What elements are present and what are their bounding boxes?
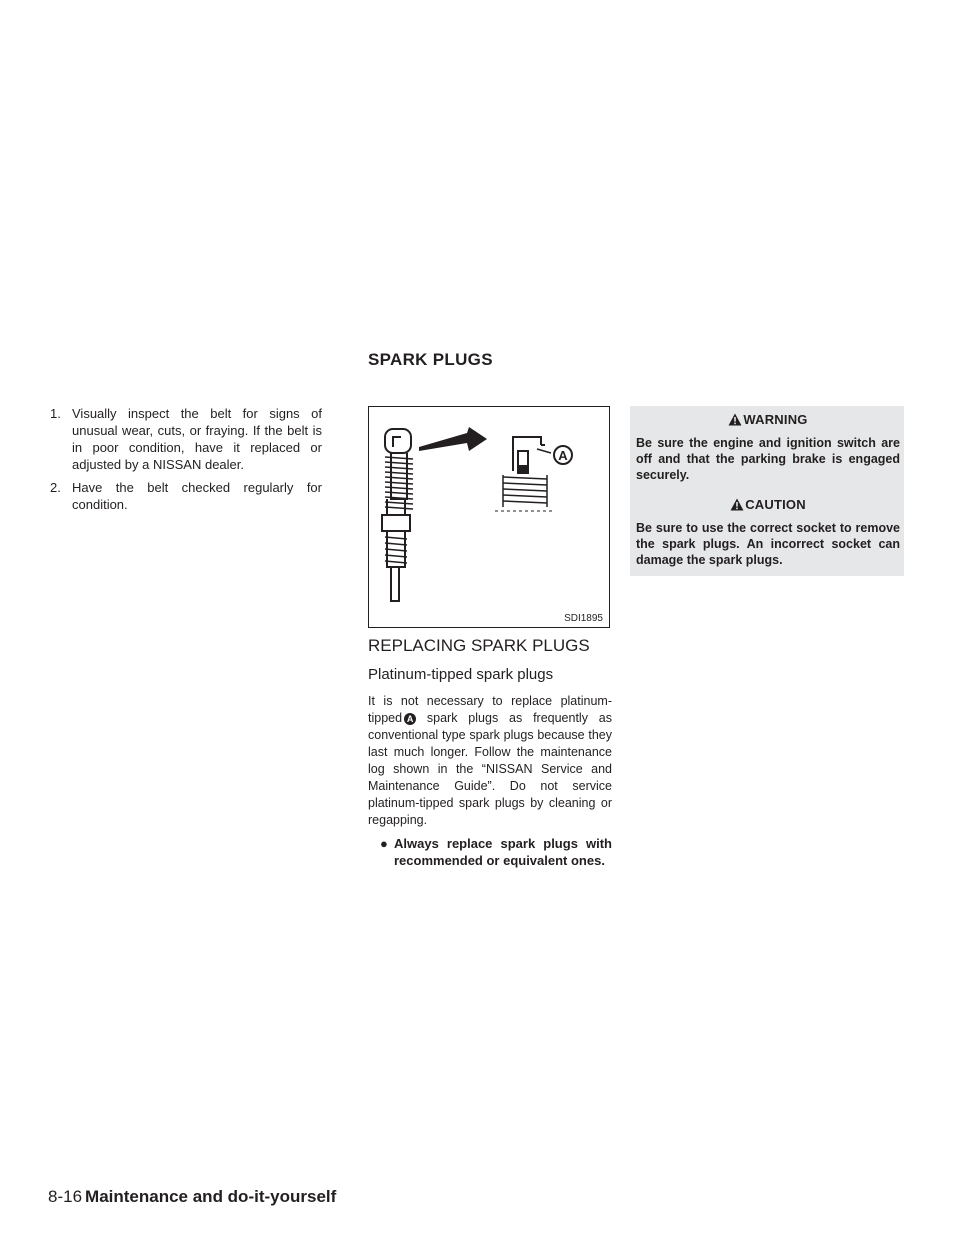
replacing-section (368, 636, 612, 869)
list-item (48, 479, 322, 513)
spark-plug-illustration (369, 407, 611, 629)
list-item-number: 2. (50, 480, 61, 495)
caution-text: Be sure to use the correct socket to remove the spark plugs. An incorrect socket can damage the spark plugs. (636, 521, 900, 567)
caution-title: CAUTION (745, 497, 806, 512)
chapter-title: Maintenance and do-it-yourself (85, 1187, 337, 1206)
figure-code: SDI1895 (564, 613, 603, 624)
platinum-paragraph (368, 693, 612, 829)
page-number: 8-16 (48, 1187, 83, 1206)
caution-box (630, 491, 904, 576)
bullet-item (368, 835, 612, 869)
instruction-list (48, 405, 322, 513)
platinum-heading: Platinum-tipped spark plugs (368, 666, 554, 683)
caution-triangle-icon (730, 498, 744, 511)
warning-triangle-icon (728, 413, 742, 426)
warning-text: Be sure the engine and ignition switch are off and that the parking brake is engaged securely. (636, 436, 900, 482)
replacing-heading: REPLACING SPARK PLUGS (368, 636, 590, 655)
section-title: SPARK PLUGS (368, 350, 493, 369)
marker-a-icon: A (404, 713, 416, 725)
list-item-text: Have the belt checked regularly for condition. (72, 480, 322, 512)
warning-box (630, 406, 904, 491)
paragraph-rest: spark plugs as frequently as conventional type spark plugs because they last much longer. Follow the maintenance log shown in the “NISSAN Service and Maintenance Guide”. Do not service platinum-tipped spark plugs by cleaning or regapping. (368, 711, 612, 827)
list-item (48, 405, 322, 473)
bullet-text: Always replace spark plugs with recommended or equivalent ones. (394, 836, 612, 868)
spark-plug-figure (368, 406, 610, 628)
paragraph-start: It is not necessary to replace platinum-tipped (368, 694, 612, 725)
warning-header (636, 412, 900, 427)
warning-title: WARNING (743, 412, 808, 427)
list-item-text: Visually inspect the belt for signs of unusual wear, cuts, or fraying. If the belt is in poor condition, have it replaced or adjusted by a NISSAN dealer. (72, 406, 322, 472)
bullet-dot-icon: ● (380, 836, 388, 851)
belt-instructions (48, 405, 322, 519)
callout-a: A (558, 448, 568, 463)
list-item-number: 1. (50, 406, 61, 421)
caution-header (636, 497, 900, 512)
page-footer (48, 1187, 336, 1207)
